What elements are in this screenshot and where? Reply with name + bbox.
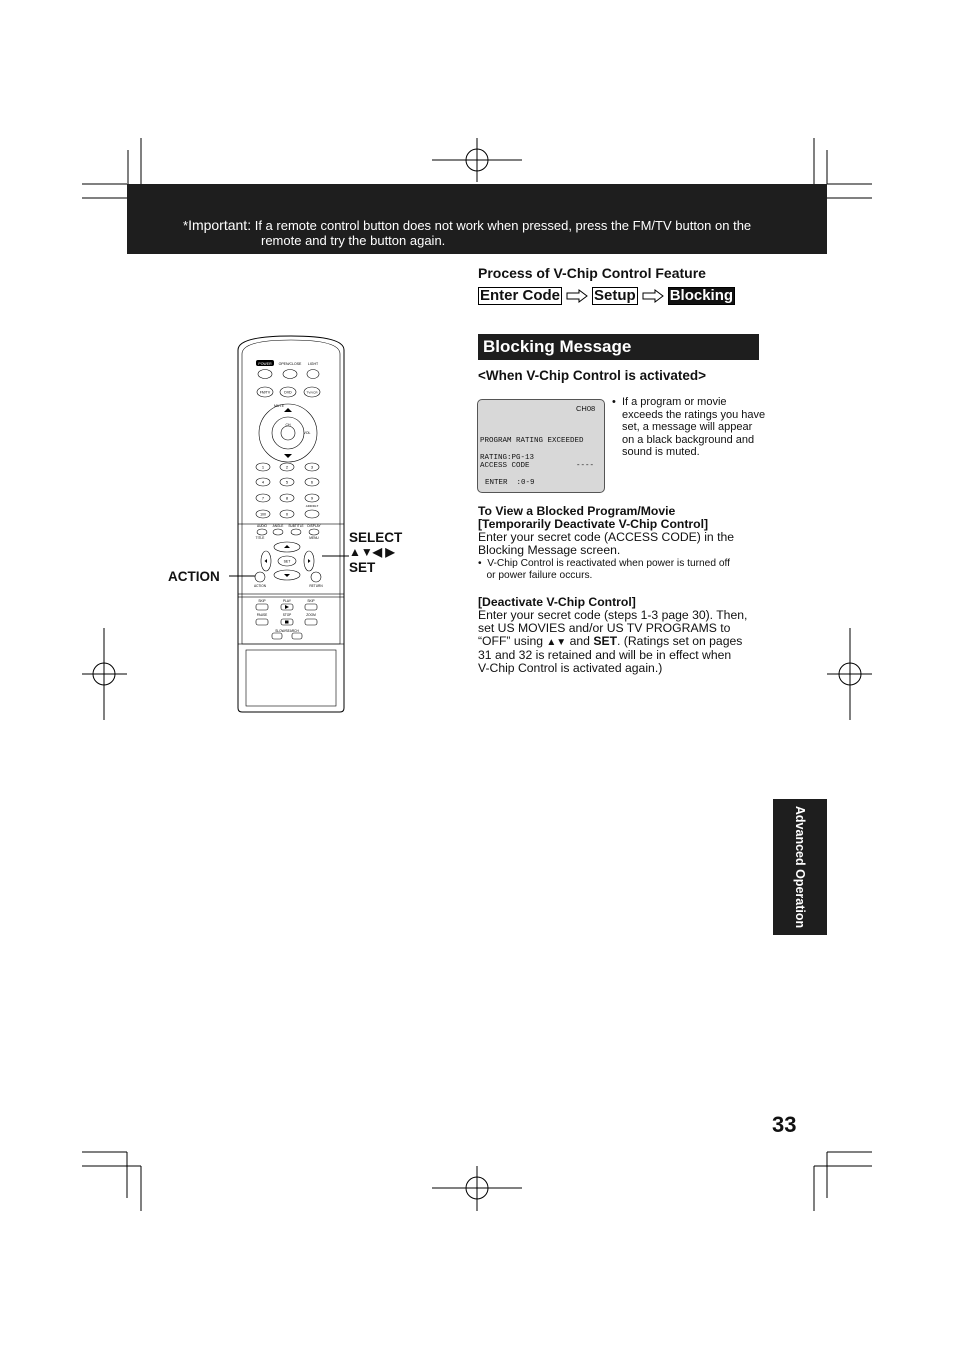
screen-channel: CH08 (576, 404, 596, 413)
view-blocked-title2: [Temporarily Deactivate V-Chip Control] (478, 517, 709, 531)
important-label: Important: (188, 217, 252, 233)
key-2: 2 (285, 464, 289, 470)
remote-skip-fwd-label: SKIP (307, 599, 315, 603)
remote-ch-label: CH (285, 423, 291, 427)
key-0: 0 (285, 511, 289, 517)
remote-dvd-label: DVD (284, 390, 292, 395)
remote-fmtv-label: FM/TV (259, 390, 271, 395)
remote-pause-label: PAUSE (256, 613, 268, 617)
remote-slow-search-label: SLOW/SEARCH (275, 629, 299, 633)
deactivate-title: [Deactivate V-Chip Control] (478, 595, 636, 609)
key-6: 6 (310, 479, 314, 485)
deactivate-line3: “OFF” using ▲▼ and SET. (Ratings set on pages (478, 634, 743, 648)
deactivate-line2: set US MOVIES and/or US TV PROGRAMS to (478, 621, 731, 635)
process-title: Process of V-Chip Control Feature (478, 265, 706, 281)
view-blocked-title1: To View a Blocked Program/Movie (478, 504, 676, 518)
remote-set-label: SET (283, 559, 291, 564)
key-9: 9 (310, 495, 314, 501)
process-flow (478, 286, 735, 305)
remote-subtitle-label: SUBTITLE (288, 524, 304, 528)
key-4: 4 (261, 479, 265, 485)
section-title: Blocking Message (478, 334, 759, 360)
remote-stop-label: STOP (282, 613, 292, 617)
remote-return-label: RETURN (309, 584, 323, 588)
view-blocked-section (478, 505, 768, 582)
remote-light-label: LIGHT (307, 362, 319, 366)
remote-power-label: POWER (258, 362, 272, 366)
key-5: 5 (285, 479, 289, 485)
screen-access-label: ACCESS CODE (480, 462, 530, 470)
screen-rating: RATING:PG-13 (480, 454, 535, 462)
remote-tvvcr-label: TV/VCR (306, 390, 318, 395)
select-callout (349, 530, 402, 575)
screen-access-value: ---- (576, 462, 595, 470)
view-blocked-line1: Enter your secret code (ACCESS CODE) in the (478, 530, 735, 544)
remote-mute-label: MUTE (274, 404, 284, 408)
deactivate-line1: Enter your secret code (steps 1-3 page 30). Then, (478, 608, 748, 622)
key-3: 3 (310, 464, 314, 470)
deactivate-line4: 31 and 32 is retained and will be in effect when (478, 648, 732, 662)
side-tab-label: Advanced Operation (793, 805, 807, 929)
screen-enter: ENTER :0-9 (485, 479, 535, 487)
action-callout: ACTION (168, 569, 220, 584)
select-label: SELECT (349, 530, 403, 545)
remote-zoom-label: ZOOM (306, 613, 316, 617)
key-8: 8 (285, 495, 289, 501)
screen-message: PROGRAM RATING EXCEEDED (480, 437, 584, 445)
remote-control-illustration (228, 334, 354, 716)
side-tab (773, 799, 827, 935)
arrow-right-icon (642, 289, 664, 303)
important-line1: If a remote control button does not work when pressed, press the FM/TV button on the (254, 218, 752, 233)
remote-display-label: DISPLAY (307, 524, 321, 528)
remote-angle-label: ANGLE (272, 524, 284, 528)
set-label: SET (349, 560, 376, 575)
view-blocked-line2: Blocking Message screen. (478, 543, 621, 557)
step-blocking: Blocking (669, 286, 734, 304)
arrow-right-icon (566, 289, 588, 303)
remote-open-close-label: OPEN/CLOSE (278, 362, 302, 366)
callout-lines (225, 540, 355, 590)
remote-title-label: TITLE (255, 536, 265, 540)
remote-menu-label: MENU (309, 536, 319, 540)
key-add-dlt: ADD/DLT (305, 504, 319, 508)
step-enter-code: Enter Code (480, 286, 561, 304)
key-1: 1 (261, 464, 265, 470)
important-star: * (183, 218, 189, 233)
page-number: 33 (772, 1112, 797, 1137)
remote-play-label: PLAY (283, 599, 291, 603)
view-blocked-note: • V-Chip Control is reactivated when power is turned off or power failure occurs. (478, 558, 730, 581)
step-setup: Setup (594, 286, 636, 304)
arrows-label: ▲▼◀ ▶ (349, 545, 395, 559)
important-note (183, 218, 783, 248)
remote-vol-label: VOL (303, 431, 311, 435)
remote-action-label: ACTION (253, 584, 267, 588)
deactivate-section (478, 596, 768, 675)
remote-audio-label: AUDIO (256, 524, 268, 528)
remote-skip-back-label: SKIP (258, 599, 266, 603)
deactivate-line5: V-Chip Control is activated again.) (478, 661, 663, 675)
when-heading: <When V-Chip Control is activated> (478, 368, 707, 383)
important-line2: remote and try the button again. (261, 233, 446, 248)
key-100: 100 (260, 512, 266, 517)
bullet-note: • If a program or movie exceeds the ratings you have set, a message will appear on a black background and sound is muted. (612, 396, 766, 458)
blocking-screen (477, 399, 605, 493)
key-7: 7 (261, 495, 265, 501)
